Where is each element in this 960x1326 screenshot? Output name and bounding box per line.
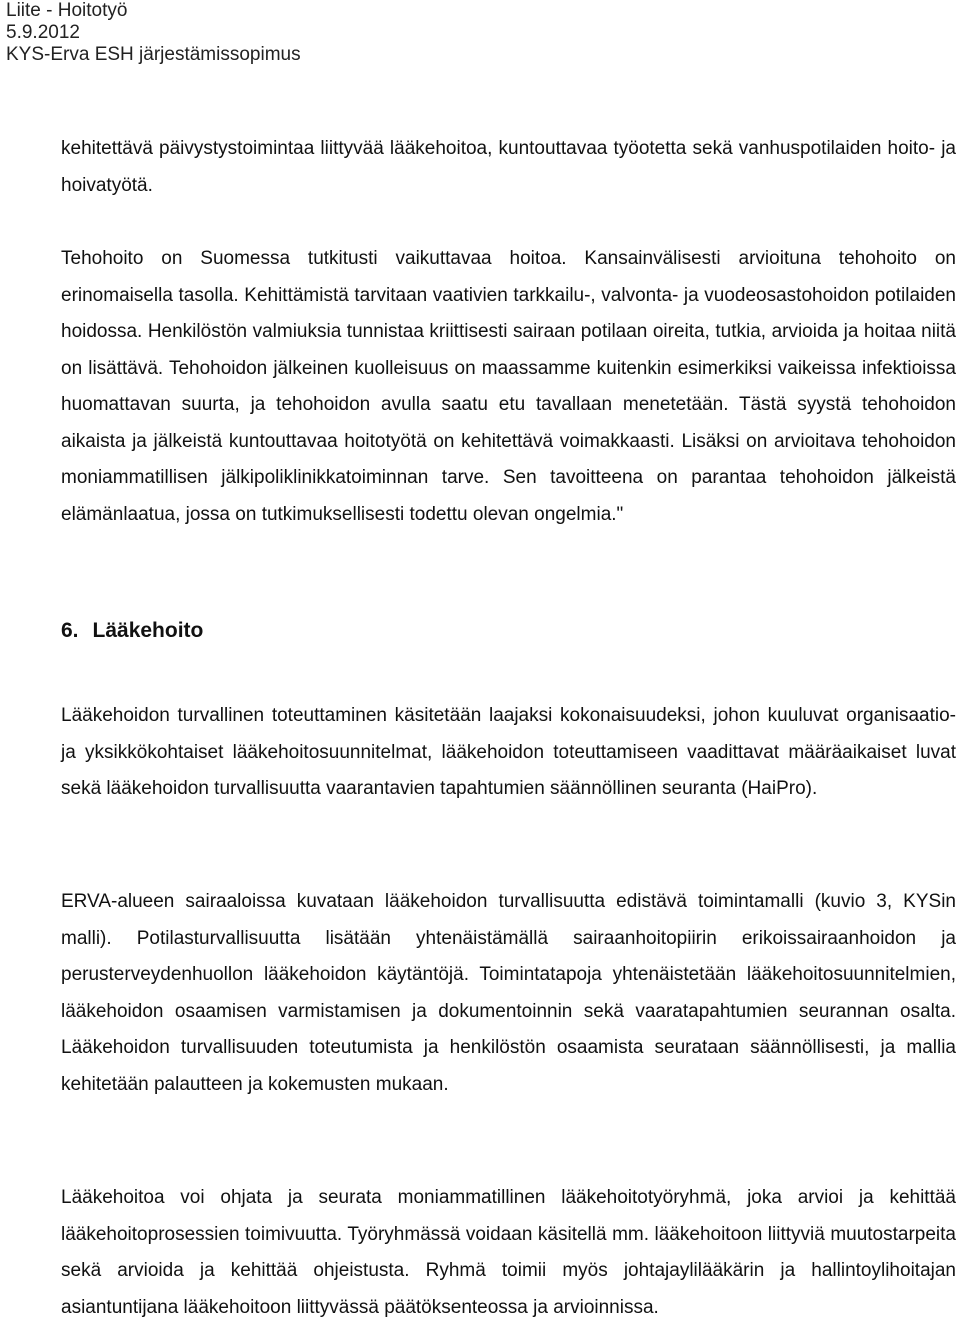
document-header bbox=[6, 0, 301, 66]
paragraph-2-block bbox=[61, 241, 956, 533]
paragraph-3-block bbox=[61, 698, 956, 808]
paragraph-4-block bbox=[61, 884, 956, 1103]
section-heading bbox=[61, 614, 203, 648]
section-title: Lääkehoito bbox=[92, 619, 204, 642]
paragraph-5-block bbox=[61, 1180, 956, 1326]
header-agreement: KYS-Erva ESH järjestämissopimus bbox=[6, 44, 301, 65]
paragraph-1-block bbox=[61, 131, 956, 204]
header-date: 5.9.2012 bbox=[6, 22, 80, 43]
section-number: 6. bbox=[61, 619, 79, 642]
paragraph-5: Lääkehoitoa voi ohjata ja seurata moniammatillinen lääkehoitotyöryhmä, joka arvioi ja kehittää lääkehoitoprosessien toimivuutta. Työryhmässä voidaan käsitellä mm. lääkehoitoon liittyviä muutostarpeita sekä arvioida ja kehittää ohjeistusta. Ryhmä toimii myös johtajaylilääkärin ja hallintoylihoitajan asiantuntijana lääkehoitoon liittyvässä päätöksenteossa ja arvioinnissa. bbox=[61, 1187, 956, 1318]
paragraph-1: kehitettävä päivystystoimintaa liittyvää lääkehoitoa, kuntouttavaa työotetta sekä vanhuspotilaiden hoito- ja hoivatyötä. bbox=[61, 138, 956, 196]
paragraph-3: Lääkehoidon turvallinen toteuttaminen käsitetään laajaksi kokonaisuudeksi, johon kuuluvat organisaatio- ja yksikkökohtaiset lääkehoitosuunnitelmat, lääkehoidon toteuttamiseen vaadittavat määräaikaiset luvat sekä lääkehoidon turvallisuutta vaarantavien tapahtumien säännöllinen seuranta (HaiPro). bbox=[61, 705, 956, 799]
header-title: Liite - Hoitotyö bbox=[6, 0, 128, 21]
paragraph-4: ERVA-alueen sairaaloissa kuvataan lääkehoidon turvallisuutta edistävä toimintamalli (kuvio 3, KYSin malli). Potilasturvallisuutta lisätään yhtenäistämällä sairaanhoitopiirin erikoissairaanhoidon ja perusterveydenhuollon lääkehoidon käytäntöjä. Toimintatapoja yhtenäistetään lääkehoitosuunnitelmien, lääkehoidon osaamisen varmistamisen ja dokumentoinnin sekä vaaratapahtumien seurannan osalta. Lääkehoidon turvallisuuden toteutumista ja henkilöstön osaamista seurataan säännöllisesti, ja mallia kehitetään palautteen ja kokemusten mukaan. bbox=[61, 891, 956, 1095]
paragraph-2: Tehohoito on Suomessa tutkitusti vaikuttavaa hoitoa. Kansainvälisesti arvioituna tehohoito on erinomaisella tasolla. Kehittämistä tarvitaan vaativien tarkkailu-, valvonta- ja vuodeosastohoidon potilaiden hoidossa. Henkilöstön valmiuksia tunnistaa kriittisesti sairaan potilaan oireita, tutkia, arvioida ja hoitaa niitä on lisättävä. Tehohoidon jälkeinen kuolleisuus on maassamme kuitenkin esimerkiksi vaikeissa infektioissa huomattavan suurta, ja tehohoidon avulla saatu etu tavallaan menetetään. Tästä syystä tehohoidon aikaista ja jälkeistä kuntouttavaa hoitotyötä on kehitettävä voimakkaasti. Lisäksi on arvioitava tehohoidon moniammatillisen jälkipoliklinikkatoiminnan tarve. Sen tavoitteena on parantaa tehohoidon jälkeistä elämänlaatua, jossa on tutkimuksellisesti todettu olevan ongelmia." bbox=[61, 248, 956, 525]
